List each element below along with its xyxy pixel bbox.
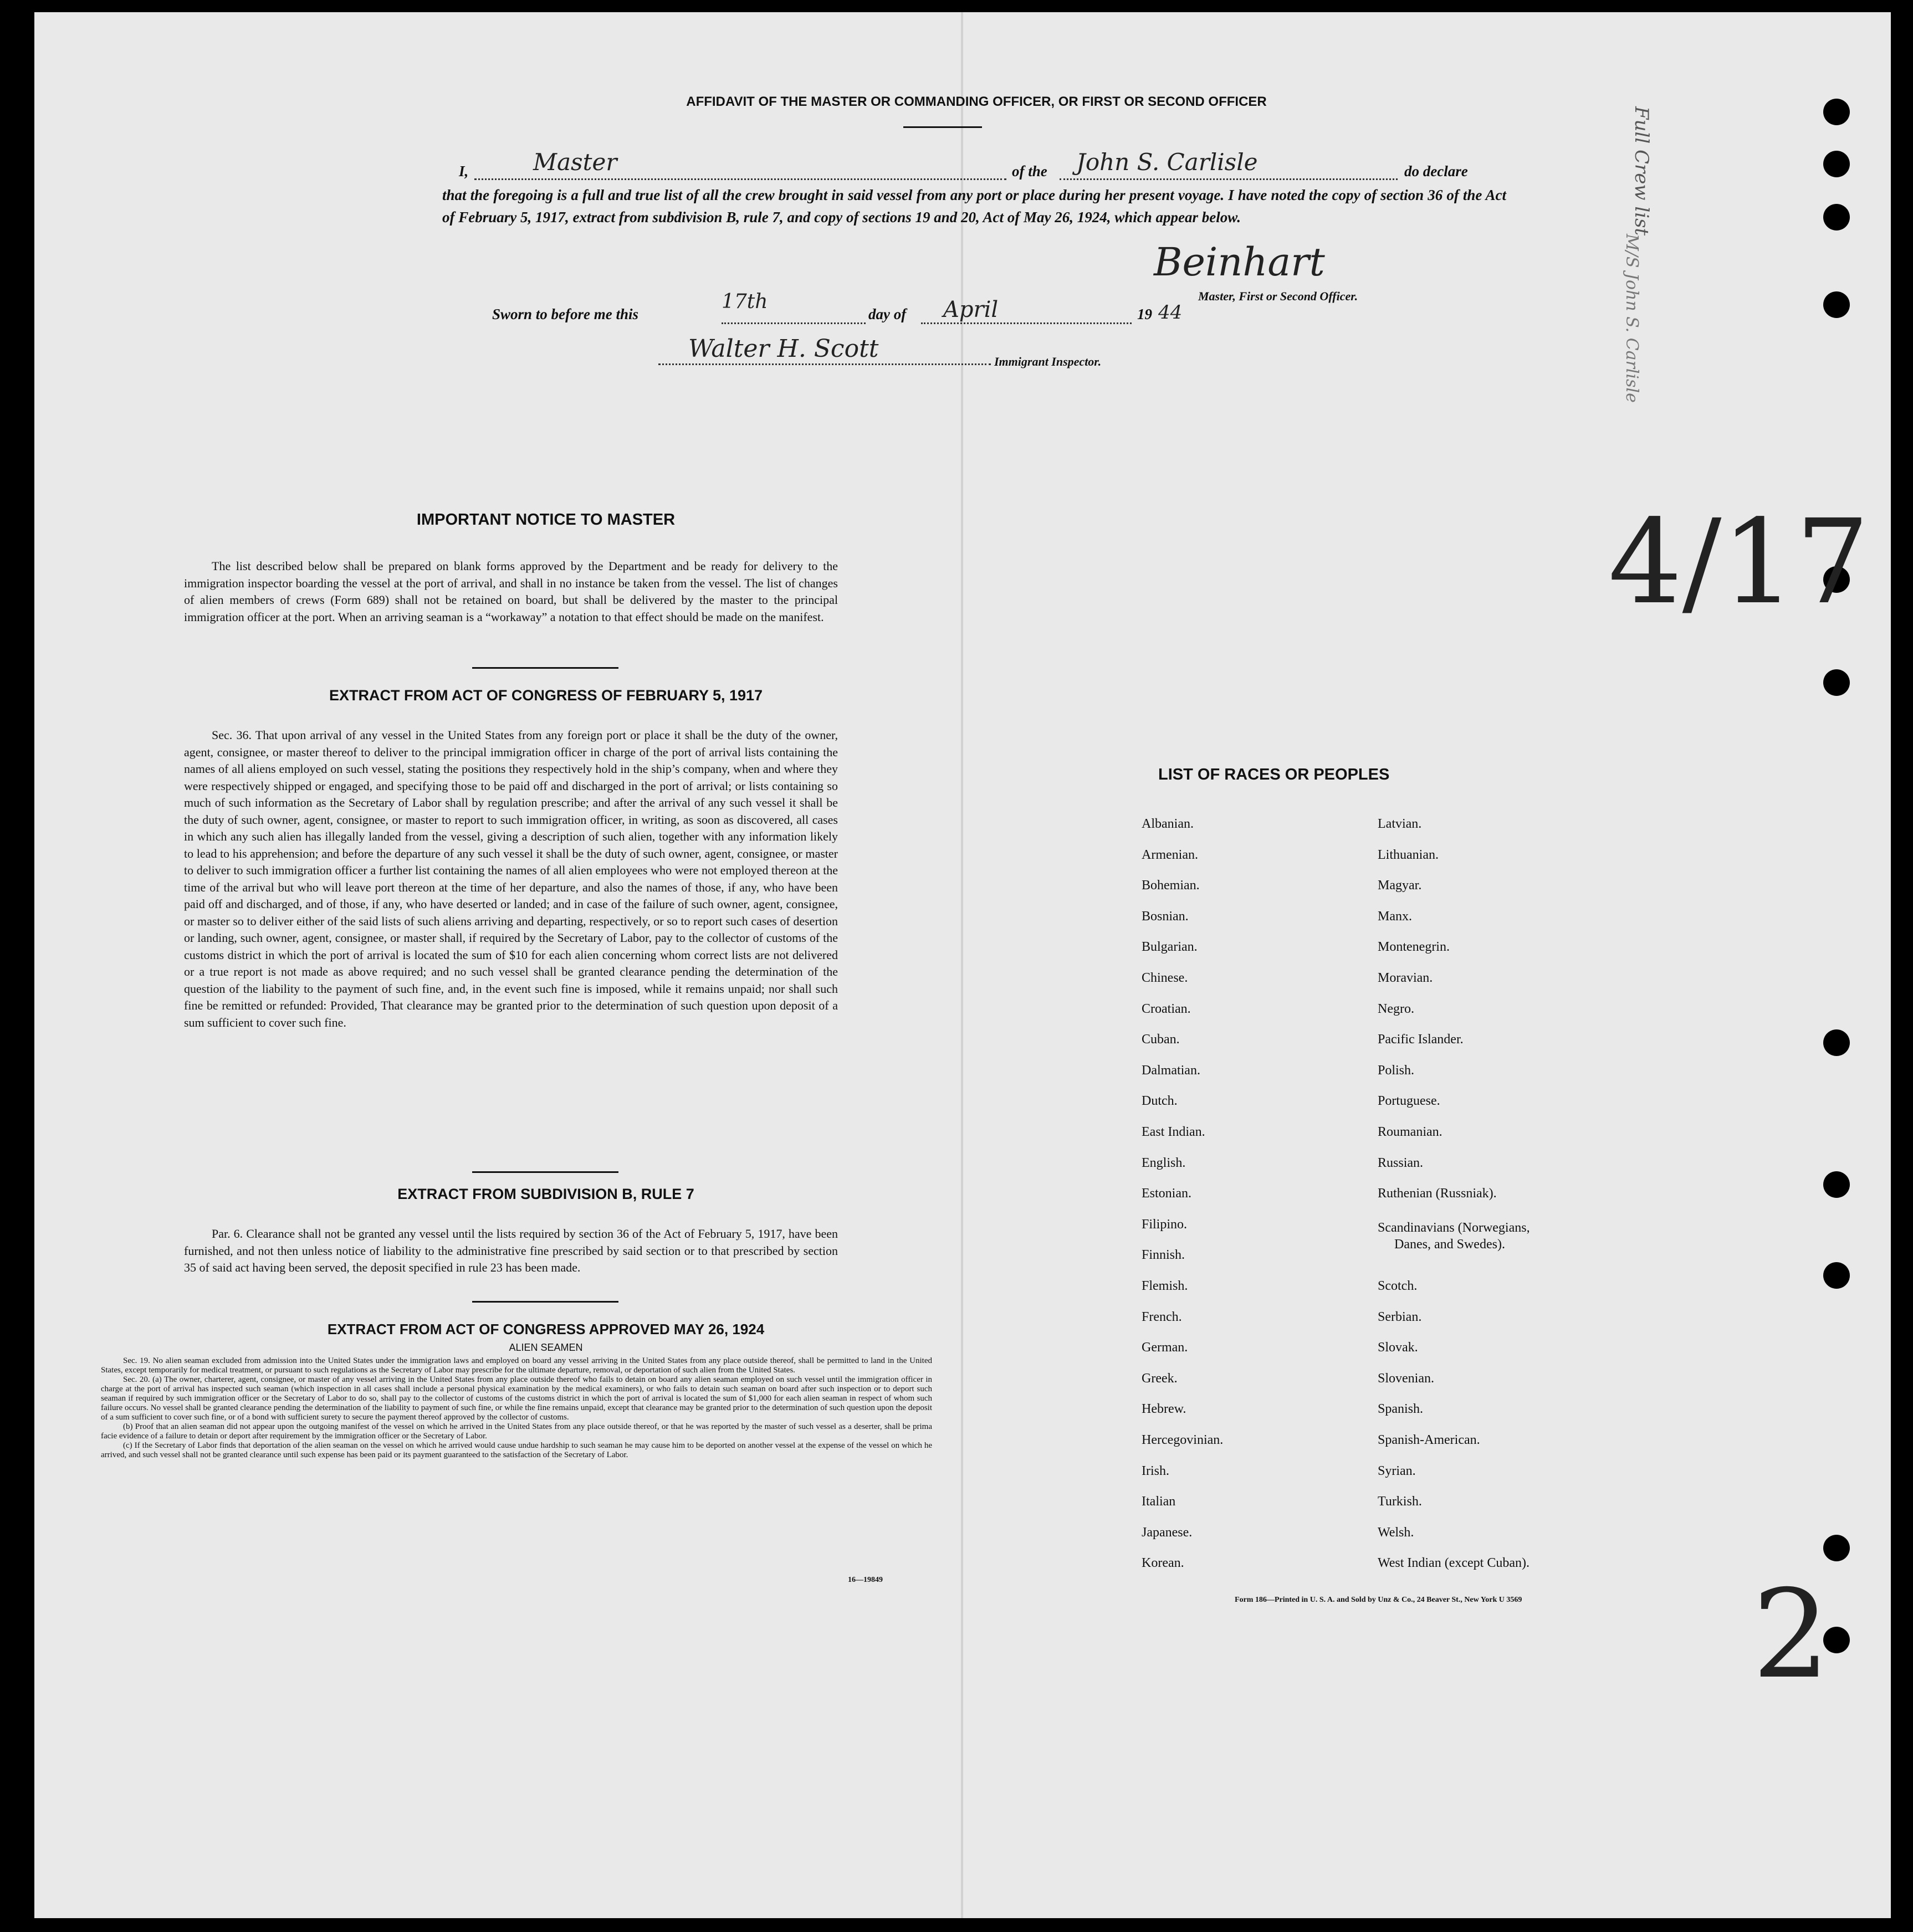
race-left: Albanian. [1142, 817, 1194, 831]
date-mark: 4/17 [1608, 494, 1870, 630]
race-right: Portuguese. [1378, 1094, 1440, 1108]
race-left: East Indian. [1142, 1125, 1205, 1139]
race-right: Ruthenian (Russniak). [1378, 1186, 1497, 1201]
affidavit-body: that the foregoing is a full and true list of all the crew brought in said vessel from any port or place during her present voyage. I have noted the copy of section 36 of the Act of February 5, 1917, extract from subdivision B, rule 7, and copy of sections 19 and 20, Act of May 26, 1924, which appear below. [442, 187, 1506, 226]
race-left: Greek. [1142, 1371, 1178, 1386]
inspector-signature: Walter H. Scott [688, 335, 879, 363]
side-note-1: Full Crew list [1630, 106, 1653, 236]
races-title: LIST OF RACES OR PEOPLES [1158, 766, 1390, 783]
race-right: Polish. [1378, 1063, 1415, 1078]
extract-rule7-title: EXTRACT FROM SUBDIVISION B, RULE 7 [397, 1186, 694, 1202]
punch-hole [1823, 1171, 1850, 1198]
race-right: Danes, and Swedes). [1394, 1237, 1505, 1252]
race-left: Irish. [1142, 1464, 1169, 1478]
extract-rule7-body: Par. 6. Clearance shall not be granted any vessel until the lists required by section 36 of the Act of February 5, 1917, have been furnished, and not then unless notice of liability to the administrative fine prescribed by said section or to that prescribed by section 35 of said act having been served, the deposit specified in rule 23 has been made. [184, 1227, 838, 1274]
sworn-label: Sworn to before me this [492, 306, 639, 322]
affidavit-title: AFFIDAVIT OF THE MASTER OR COMMANDING OFFICER, OR FIRST OR SECOND OFFICER [686, 94, 1267, 109]
race-left: Italian [1142, 1494, 1176, 1509]
race-left: Bohemian. [1142, 878, 1200, 893]
race-right: Scandinavians (Norwegians, [1378, 1221, 1530, 1235]
i-label: I, [459, 163, 469, 180]
race-left: Japanese. [1142, 1525, 1193, 1540]
punch-hole [1823, 1262, 1850, 1289]
race-left: Chinese. [1142, 971, 1188, 985]
divider [472, 667, 618, 669]
manifest-page [34, 12, 1891, 1918]
race-left: Dutch. [1142, 1094, 1178, 1108]
month-line [921, 322, 1132, 324]
vessel-handwriting: John S. Carlisle [1076, 148, 1258, 176]
divider [472, 1171, 618, 1173]
corner-mark: 2 [1752, 1564, 1830, 1705]
race-right: Pacific Islander. [1378, 1032, 1464, 1047]
notice-body: The list described below shall be prepared on blank forms approved by the Department and be ready for delivery to the immigration inspector boarding the vessel at the port of arrival, and shall in no instance be taken from the vessel. The list of changes of alien members of crews (Form 689) shall not be retained on board, but shall be delivered by the master to the principal immigration officer at the port. When an arriving seaman is a “workaway” a notation to that effect should be made on the manifest. [184, 559, 838, 624]
day-handwriting: 17th [722, 290, 768, 313]
race-right: Lithuanian. [1378, 848, 1439, 862]
month-handwriting: April [943, 297, 999, 322]
race-right: West Indian (except Cuban). [1378, 1556, 1530, 1570]
race-left: Armenian. [1142, 848, 1198, 862]
master-handwriting: Master [533, 148, 617, 176]
race-left: Hercegovinian. [1142, 1433, 1224, 1447]
race-left: Finnish. [1142, 1248, 1185, 1262]
race-right: Slovak. [1378, 1340, 1418, 1355]
race-right: Welsh. [1378, 1525, 1414, 1540]
master-caption: Master, First or Second Officer. [1198, 289, 1358, 303]
race-left: Bulgarian. [1142, 940, 1198, 954]
divider [472, 1301, 618, 1303]
year-handwriting: 44 [1158, 301, 1183, 324]
race-left: Filipino. [1142, 1217, 1188, 1232]
race-left: German. [1142, 1340, 1188, 1355]
race-left: French. [1142, 1310, 1182, 1324]
sec-19: Sec. 19. No alien seaman excluded from admission into the United States under the immigration laws and employed on board any vessel arriving in the United States from any place outside thereof, shall be permitted to land in the United States, except temporarily for medical treatment, or pursuant to such regulations as the Secretary of Labor may prescribe for the ultimate departure, removal, or deportation of such alien from the United States. [101, 1356, 932, 1375]
punch-hole [1823, 204, 1850, 230]
race-right: Slovenian. [1378, 1371, 1434, 1386]
sec-20b: (b) Proof that an alien seaman did not appear upon the outgoing manifest of the vessel on which he arrived in the United States from any place outside thereof, or that he was reported by the master of such vessel as a deserter, shall be prima facie evidence of a failure to detain or deport after requirement by the immigration officer or the Secretary of Labor. [101, 1422, 932, 1441]
day-of-label: day of [868, 306, 907, 322]
extract-1917-title: EXTRACT FROM ACT OF CONGRESS OF FEBRUARY 5, 1917 [329, 687, 763, 704]
master-signature: Beinhart [1154, 239, 1325, 285]
punch-hole [1823, 1535, 1850, 1561]
race-right: Turkish. [1378, 1494, 1422, 1509]
race-left: Flemish. [1142, 1279, 1188, 1293]
race-left: Bosnian. [1142, 909, 1189, 924]
race-right: Latvian. [1378, 817, 1422, 831]
punch-hole [1823, 291, 1850, 318]
inspector-line [658, 363, 991, 365]
race-right: Negro. [1378, 1002, 1414, 1016]
race-right: Roumanian. [1378, 1125, 1443, 1139]
form-code: 16—19849 [848, 1576, 883, 1584]
do-declare-label: do declare [1404, 163, 1468, 180]
race-left: Croatian. [1142, 1002, 1191, 1016]
race-left: Estonian. [1142, 1186, 1191, 1201]
year-prefix: 19 [1137, 306, 1152, 322]
race-right: Syrian. [1378, 1464, 1416, 1478]
sec-20c: (c) If the Secretary of Labor finds that deportation of the alien seaman on the vessel on which he arrived would cause undue hardship to such seaman he may cause him to be deported on another vessel at the expense of the vessel on which he arrived, and such vessel shall not be granted clearance until such expense has been paid or its payment guaranteed to the satisfaction of the Secretary of Labor. [101, 1441, 932, 1459]
extract-1924-subtitle: ALIEN SEAMEN [509, 1342, 583, 1353]
race-right: Montenegrin. [1378, 940, 1450, 954]
divider [903, 126, 982, 128]
extract-1917-body: Sec. 36. That upon arrival of any vessel in the United States from any foreign port or place it shall be the duty of the owner, agent, consignee, or master thereof to deliver to the principal immigration officer in charge of the port of arrival lists containing the names of all aliens employed on such vessel, stating the positions they respectively hold in the ship’s company, when and where they were respectively shipped or engaged, and specifying those to be paid off and discharged in the port of arrival; or lists containing so much of such information as the Secretary of Labor shall by regulation prescribe; and after the arrival of any such vessel it shall be the duty of such owner, agent, consignee, or master to report to such immigration officer, in writing, as soon as discovered, all cases in which any such alien has illegally landed from the vessel, giving a description of such alien, together with any information likely to lead to his apprehension; and before the departure of any such vessel it shall be the duty of such owner, agent, consignee, or master to deliver to such immigration officer a further list containing the names of all alien employees who were not employed thereon at the time of the arrival but who will leave port thereon at the time of her departure, and also the names of those, if any, who have been paid off and discharged, and of those, if any, who have deserted or landed; and in case of the failure of such owner, agent, consignee, or master so to deliver either of the said lists of such aliens arriving and departing, respectively, or so to report such cases of desertion or landing, such owner, agent, consignee, or master shall, if required by the Secretary of Labor, pay to the collector of customs of the customs district in which the port of arrival is located the sum of $10 for each alien concerning whom correct lists are not delivered or a true report is not made as above required; and no such vessel shall be granted clearance pending the determination of the question of the liability to the payment of such fine, and, in the event such fine is imposed, while it remains unpaid; nor shall such fine be remitted or refunded: Provided, That clearance may be granted prior to the determination of such question upon deposit of a sum sufficient to cover such fine. [184, 728, 838, 1029]
race-right: Russian. [1378, 1156, 1424, 1170]
side-note-2: M/S John S. Carlisle [1622, 234, 1641, 403]
sec-20a: Sec. 20. (a) The owner, charterer, agent, consignee, or master of any vessel arriving in the United States from any place outside thereof who fails to detain on board any alien seaman employed on such vessel until the immigration officer in charge at the port of arrival has inspected such seaman (which inspection in all cases shall include a personal physical examination by the medical examiners), or who fails to detain such seaman on board after such inspection or to deport such seaman if required by such immigration officer or the Secretary of Labor to do so, shall pay to the collector of customs of the customs district in which the port of arrival is located the sum of $1,000 for each alien seaman in respect of whom such failure occurs. No vessel shall be granted clearance pending the determination of the liability to payment of such fine, or while the fine remains unpaid, except that clearance may be granted prior to the determination of such question upon the deposit of a sum sufficient to cover such fine, or of a bond with sufficient surety to secure the payment thereof approved by the collector of customs. [101, 1375, 932, 1422]
punch-hole [1823, 99, 1850, 125]
race-right: Serbian. [1378, 1310, 1422, 1324]
inspector-caption: Immigrant Inspector. [994, 355, 1102, 368]
form-footer: Form 186—Printed in U. S. A. and Sold by Unz & Co., 24 Beaver St., New York U 3569 [1235, 1596, 1522, 1604]
race-right: Magyar. [1378, 878, 1422, 893]
notice-title: IMPORTANT NOTICE TO MASTER [416, 511, 676, 529]
race-left: Dalmatian. [1142, 1063, 1200, 1078]
race-right: Spanish-American. [1378, 1433, 1480, 1447]
punch-hole [1823, 1029, 1850, 1056]
race-left: Cuban. [1142, 1032, 1180, 1047]
vessel-line [1060, 178, 1398, 180]
race-right: Scotch. [1378, 1279, 1418, 1293]
race-left: English. [1142, 1156, 1186, 1170]
punch-hole [1823, 151, 1850, 177]
extract-1924-sections [101, 1356, 932, 1460]
master-line [474, 178, 1006, 180]
race-right: Manx. [1378, 909, 1412, 924]
day-line [722, 322, 866, 324]
race-left: Hebrew. [1142, 1402, 1186, 1416]
race-right: Spanish. [1378, 1402, 1424, 1416]
punch-hole [1823, 669, 1850, 696]
extract-1924-title: EXTRACT FROM ACT OF CONGRESS APPROVED MAY 26, 1924 [327, 1321, 765, 1337]
race-left: Korean. [1142, 1556, 1184, 1570]
of-the-label: of the [1012, 163, 1047, 180]
race-right: Moravian. [1378, 971, 1433, 985]
